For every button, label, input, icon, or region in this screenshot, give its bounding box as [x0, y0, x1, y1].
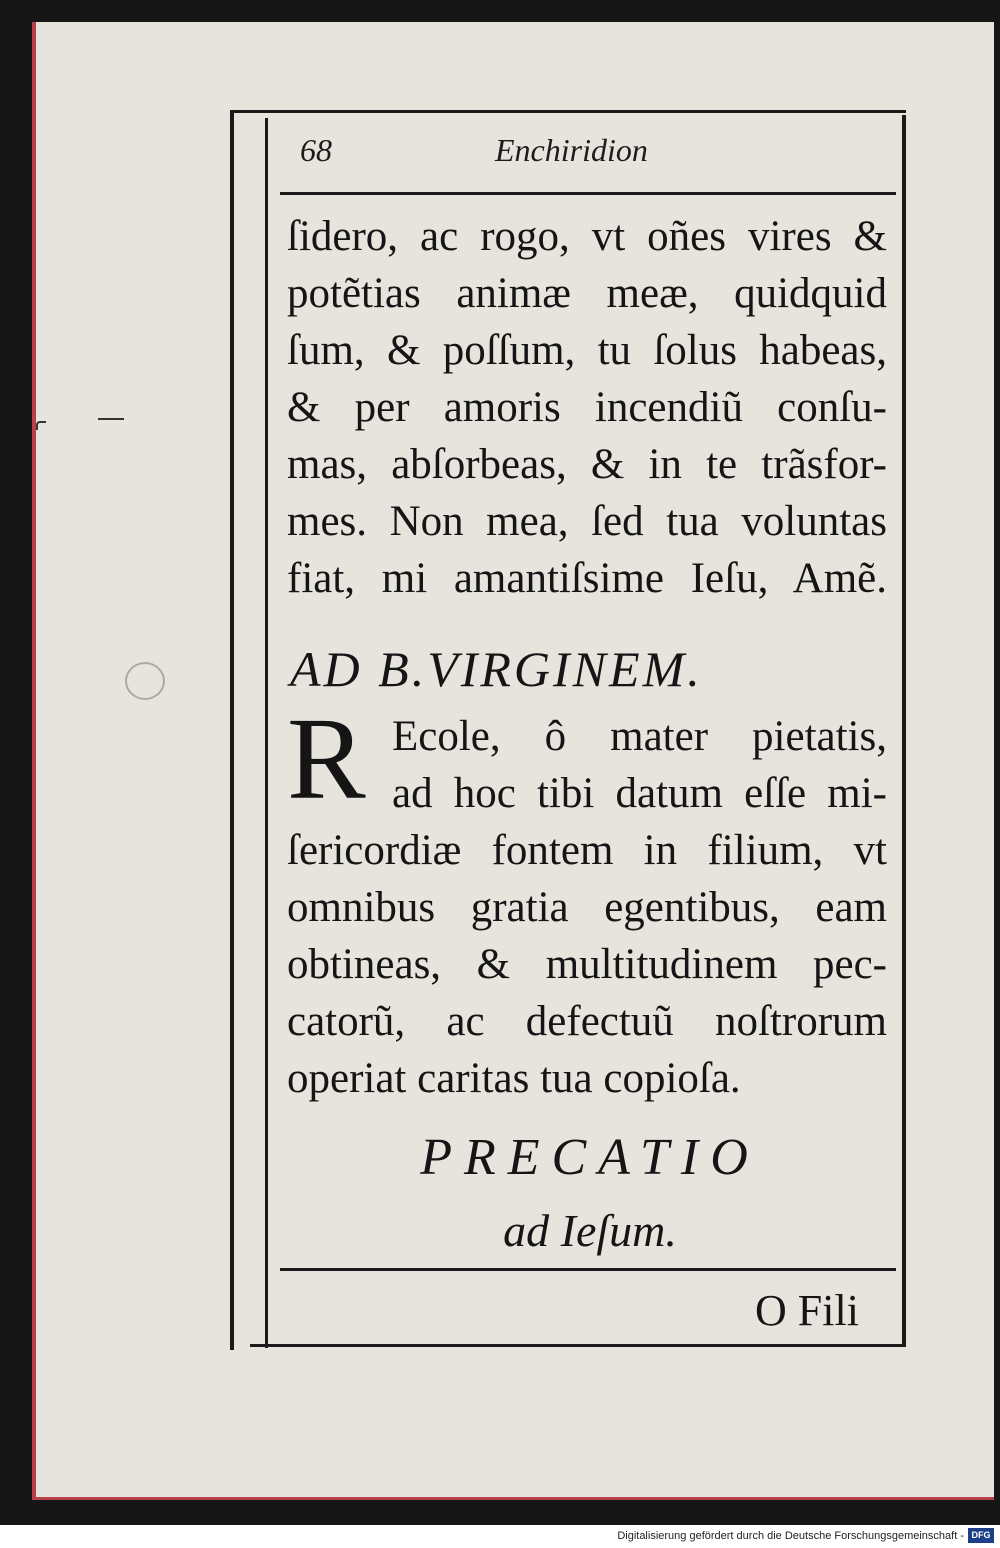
text-line: Ecole, ô mater pietatis, — [392, 713, 887, 760]
paragraph-2-first-lines — [392, 708, 887, 822]
frame-header-rule — [280, 192, 896, 195]
text-line: ad hoc tibi datum eſſe mi- — [392, 770, 887, 817]
running-title: Enchiridion — [495, 132, 648, 168]
text-line: catorũ, ac defectuũ noſtrorum — [287, 998, 887, 1045]
text-line: potẽtias animæ meæ, quidquid — [287, 270, 887, 317]
drop-cap: R — [287, 693, 366, 824]
precatio-heading: PRECATIO — [420, 1129, 760, 1186]
page-number: 68 — [300, 132, 332, 168]
text-line: obtineas, & multitudinem pec- — [287, 941, 887, 988]
paragraph-2-body — [287, 822, 887, 1107]
paragraph-1 — [287, 208, 887, 607]
margin-mark — [36, 421, 46, 430]
text-line: ſericordiæ fontem in filium, vt — [287, 827, 887, 874]
dfg-logo-icon: DFG — [968, 1528, 994, 1543]
funding-credit: Digitalisierung gefördert durch die Deutsche Forschungsgemeinschaft - — [617, 1530, 964, 1542]
text-line: operiat caritas tua copioſa. — [287, 1055, 741, 1102]
text-line: ſidero, ac rogo, vt oñes vires & — [287, 213, 887, 260]
frame-top-rule — [230, 110, 906, 113]
text-line: fiat, mi amantiſsime Ieſu, Amẽ. — [287, 555, 887, 602]
margin-circle-mark — [125, 662, 165, 700]
precatio-subheading: ad Ieſum. — [503, 1205, 677, 1256]
text-line: mas, abſorbeas, & in te trãsfor- — [287, 441, 887, 488]
text-line: & per amoris incendiũ conſu- — [287, 384, 887, 431]
section-heading: AD B.VIRGINEM. — [290, 641, 703, 697]
margin-mark — [98, 418, 124, 420]
catchword: O Fili — [755, 1286, 859, 1335]
text-line: omnibus gratia egentibus, eam — [287, 884, 887, 931]
text-line: ſum, & poſſum, tu ſolus habeas, — [287, 327, 887, 374]
text-line: mes. Non mea, ſed tua voluntas — [287, 498, 887, 545]
frame-footer-rule — [280, 1268, 896, 1271]
frame-bottom-rule — [250, 1344, 906, 1347]
